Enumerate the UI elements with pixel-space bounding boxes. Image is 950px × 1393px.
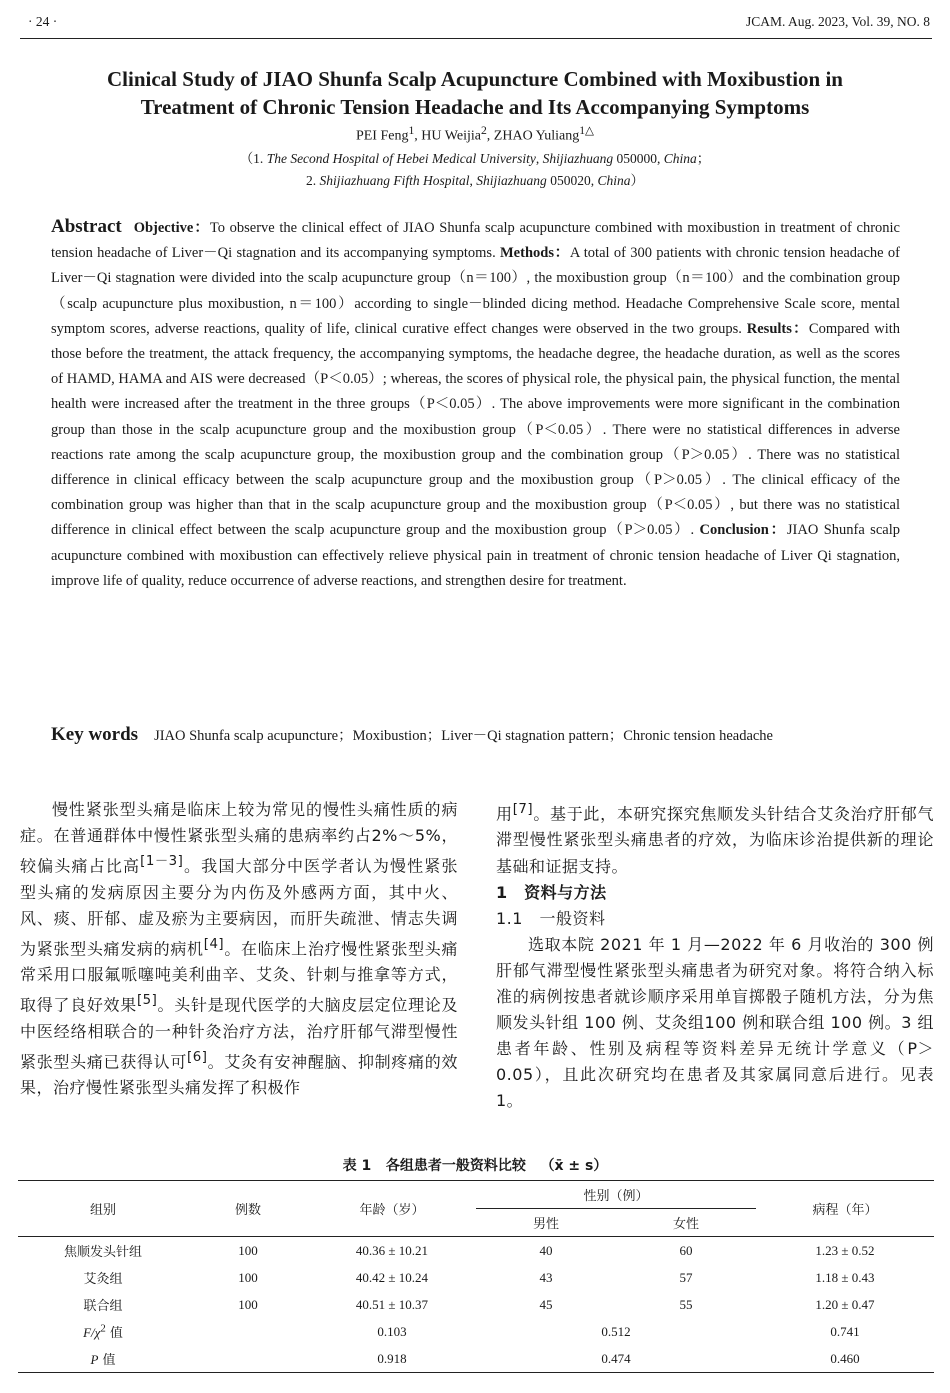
results-text: Compared with those before the treatment, the attack frequency, the accompanying symptoms, the headache degree, the headache duration, as well as the scores of HAMD, HAMA and AIS were decreased（P＜0.05）; whereas, the scores of physical role, the physical pain, the physical function, the mental health were increased after the treatment in the three groups（P＜0.05）. The above improvements were more significant in the combination group than those in the scalp acupuncture group and the moxibustion group（P＜0.05）. There were no statistical differences in adverse reactions rate among the scalp acupuncture group, the moxibustion group and the combination group（P＞0.05）. There was no statistical difference in clinical efficacy between the scalp acupuncture group and the moxibustion group（P＞0.05）. The clinical efficacy of the combination group was higher than that in the scalp acupuncture group and the moxibustion group（P＜0.05）, but there was no statistical difference in clinical effect between the scalp acupuncture group and the moxibustion group（P＞0.05）. (51, 320, 900, 539)
column-header: 病程（年） (756, 1181, 934, 1237)
paper-title-line-1: Clinical Study of JIAO Shunfa Scalp Acupuncture Combined with Moxibustion in (107, 67, 843, 91)
methods-text: A total of 300 patients with chronic tension headache of Liver－Qi stagnation were divided into the scalp acupuncture group（n＝100）, the moxibustion group（n＝100）and the combination group（scalp acupuncture plus moxibustion, n＝100）according to single－blinded dicing method. Headache Comprehensive Scale score, mental symptom scores, adverse reactions, quality of life, clinical curative effect changes were observed in the two groups. (51, 245, 900, 337)
table-cell: 艾灸组 (83, 1272, 123, 1287)
column-header: 组别 (18, 1181, 188, 1237)
affiliation-city: Shijiazhuang (542, 151, 614, 166)
table-stat-row (18, 1345, 934, 1373)
abstract-heading: Abstract (51, 216, 122, 237)
table-cell: 40.36 ± 10.21 (355, 1242, 429, 1258)
affiliation-country: China (663, 151, 697, 166)
citation-ref[interactable]: [4] (203, 936, 225, 952)
affiliation-country: China (597, 173, 631, 188)
table-caption (0, 1155, 950, 1175)
table-cell: 0.918 (308, 1345, 476, 1373)
conclusion-label: Conclusion： (699, 522, 787, 539)
body-text: 。艾灸有安神醒脑、抑制疼痛的效果，治疗慢性紧张型头痛发挥了积极作 (20, 1052, 458, 1098)
stat-label-suffix: 值 (98, 1353, 116, 1368)
table-cell: 100 (238, 1269, 258, 1285)
author-list: PEI Feng$^1$, HU Weijia$^2$, ZHAO Yuliang$^{1\triangle}$ (355, 124, 595, 144)
data-table (18, 1180, 934, 1373)
column-header: 男性 (476, 1209, 616, 1237)
header-rule (20, 38, 932, 39)
affiliation-zip: 050020 (546, 173, 591, 188)
table-cell: 0.512 (601, 1323, 631, 1339)
methods-label: Methods： (500, 245, 570, 262)
table-row (18, 1264, 934, 1291)
column-header: 年龄（岁） (308, 1181, 476, 1237)
table-cell: 1.20 ± 0.47 (815, 1296, 875, 1312)
affiliation-number: 2. (306, 173, 320, 188)
table-cell: 40.42 ± 10.24 (355, 1269, 429, 1285)
citation-ref[interactable]: [5] (136, 993, 158, 1009)
body-column-left (20, 797, 458, 1101)
objective-label: Objective： (133, 220, 210, 236)
table-cell (18, 1345, 188, 1373)
body-paragraph: 选取本院 2021 年 1 月—2022 年 6 月收治的 300 例肝郁气滞型慢性紧张型头痛患者为研究对象。将符合纳入标准的病例按患者就诊顺序采用单盲掷骰子随机方法，分为焦顺发头针组 100 例、艾灸组100 例和联合组 100 例。3 组患者年龄、性别及病程等资料差异无统计学意义（P＞0.05），且此次研究均在患者及其家属同意后进行。见表 1。 (496, 934, 934, 1111)
stat-label-suffix: 值 (105, 1326, 123, 1341)
body-text: 。基于此，本研究探究焦顺发头针结合艾灸治疗肝郁气滞型慢性紧张型头痛患者的疗效，为临床诊治提供新的理论基础和证据支持。 (496, 804, 934, 876)
table-number: 表 1 (342, 1158, 372, 1174)
table-cell: 0.474 (476, 1345, 756, 1373)
affiliation-zip: 050000 (613, 151, 658, 166)
author-affil-mark: 2 (480, 124, 487, 137)
column-header: 例数 (188, 1181, 308, 1237)
table-row (18, 1291, 934, 1318)
journal-citation: JCAM. Aug. 2023, Vol. 39, NO. 8 (745, 14, 930, 29)
paper-title-line-2: Treatment of Chronic Tension Headache and Its Accompanying Symptoms (140, 95, 810, 119)
subsection-heading: 1.1 一般资料 (496, 908, 606, 928)
affiliation-institution: Shijiazhuang Fifth Hospital (319, 173, 470, 188)
author-name: HU Weijia (421, 128, 481, 144)
table-cell (18, 1318, 188, 1345)
table-cell: 45 (539, 1296, 553, 1312)
table-cell: 55 (679, 1296, 693, 1312)
affiliation-institution: The Second Hospital of Hebei Medical University (266, 151, 536, 166)
author-name: ZHAO Yuliang (493, 128, 580, 144)
citation-ref[interactable]: [6] (187, 1049, 208, 1065)
author-affil-mark: 1△ (579, 124, 595, 137)
section-heading: 1 资料与方法 (496, 882, 607, 902)
table-cell: 43 (539, 1269, 553, 1285)
table-stat-row (18, 1318, 934, 1345)
table-cell (188, 1345, 308, 1373)
table-cell: 57 (679, 1269, 693, 1285)
table-cell: 1.18 ± 0.43 (815, 1269, 875, 1285)
table-cell: 0.460 (756, 1345, 934, 1373)
stat-label: P (90, 1352, 99, 1367)
body-text: 用 (496, 804, 513, 824)
conclusion-text: JIAO Shunfa scalp acupuncture combined with moxibustion can effectively relieve physical pain in treatment of chronic tension headache of Liver Qi stagnation, improve life of quality, reduce occurrence of adverse reactions, and strengthen desire for treatment. (51, 522, 900, 589)
table-cell (188, 1318, 308, 1345)
table-cell: 1.23 ± 0.52 (815, 1242, 875, 1258)
table-cell: 焦顺发头针组 (63, 1245, 142, 1260)
keywords (51, 722, 900, 749)
body-text: 。头针是现代医学的大脑皮层定位理论及中医经络相联合的一种针灸治疗方法，治疗肝郁气滞型慢性紧张型头痛已获得认可 (20, 995, 458, 1072)
citation-ref[interactable]: [1－3] (140, 854, 184, 870)
stat-label: F/χ (83, 1325, 101, 1340)
abstract (51, 214, 900, 594)
body-paragraph (20, 797, 458, 1101)
affiliation-2: 2. Shijiazhuang Fifth Hospital, Shijiazhuang 050020, China） (306, 173, 644, 188)
column-header: 女性 (616, 1209, 756, 1237)
author-name: PEI Feng (355, 128, 409, 144)
table-title: 各组患者一般资料比较 (385, 1158, 526, 1174)
affiliation-number: （1. (239, 151, 267, 166)
body-text: 。我国大部分中医学者认为慢性紧张型头痛的发病原因主要分为内伤及外感两方面，其中火、风、痰、肝郁、虚及瘀为主要病因，而肝失疏泄、情志失调为紧张型头痛发病的病机 (20, 856, 458, 959)
affiliation-1: （1. The Second Hospital of Hebei Medical University, Shijiazhuang 050000, China； (239, 151, 711, 166)
body-text: 。在临床上治疗慢性紧张型头痛常采用口服氟哌噻吨美利曲辛、艾灸、针刺与推拿等方式，取得了良好效果 (20, 939, 458, 1015)
table-cell: 40 (539, 1242, 553, 1258)
table-cell: 联合组 (83, 1299, 123, 1314)
body-text: 慢性紧张型头痛是临床上较为常见的慢性头痛性质的病症。在普通群体中慢性紧张型头痛的患病率约占2%～5%，较偏头痛占比高 (20, 800, 458, 876)
table-cell: 0.741 (830, 1323, 860, 1339)
table-cell: 100 (238, 1296, 258, 1312)
table-cell: 100 (238, 1242, 258, 1258)
affiliation-city: Shijiazhuang (476, 173, 547, 188)
body-paragraph (496, 797, 934, 880)
table-cell: 60 (679, 1242, 693, 1258)
table-row (18, 1237, 934, 1265)
stat-label-sup: 2 (100, 1322, 106, 1335)
author-affil-mark: 1 (408, 124, 415, 137)
keywords-text: JIAO Shunfa scalp acupuncture；Moxibustion；Liver－Qi stagnation pattern；Chronic tension headache (154, 728, 773, 744)
objective-text: To observe the clinical effect of JIAO Shunfa scalp acupuncture combined with moxibustion in treatment of chronic tension headache of Liver－Qi stagnation and its accompanying symptoms. (51, 220, 900, 262)
body-column-right (496, 797, 934, 1114)
table-stat-note: （x̄ ± s） (540, 1158, 608, 1174)
table-cell: 40.51 ± 10.37 (355, 1296, 429, 1312)
results-label: Results： (746, 320, 809, 337)
keywords-heading: Key words (51, 724, 139, 745)
table-cell: 0.103 (377, 1323, 407, 1339)
table-header-row (18, 1181, 934, 1209)
citation-ref[interactable]: [7] (512, 802, 534, 817)
page-number: · 24 · (28, 14, 58, 29)
column-header: 性别（例） (476, 1181, 756, 1209)
